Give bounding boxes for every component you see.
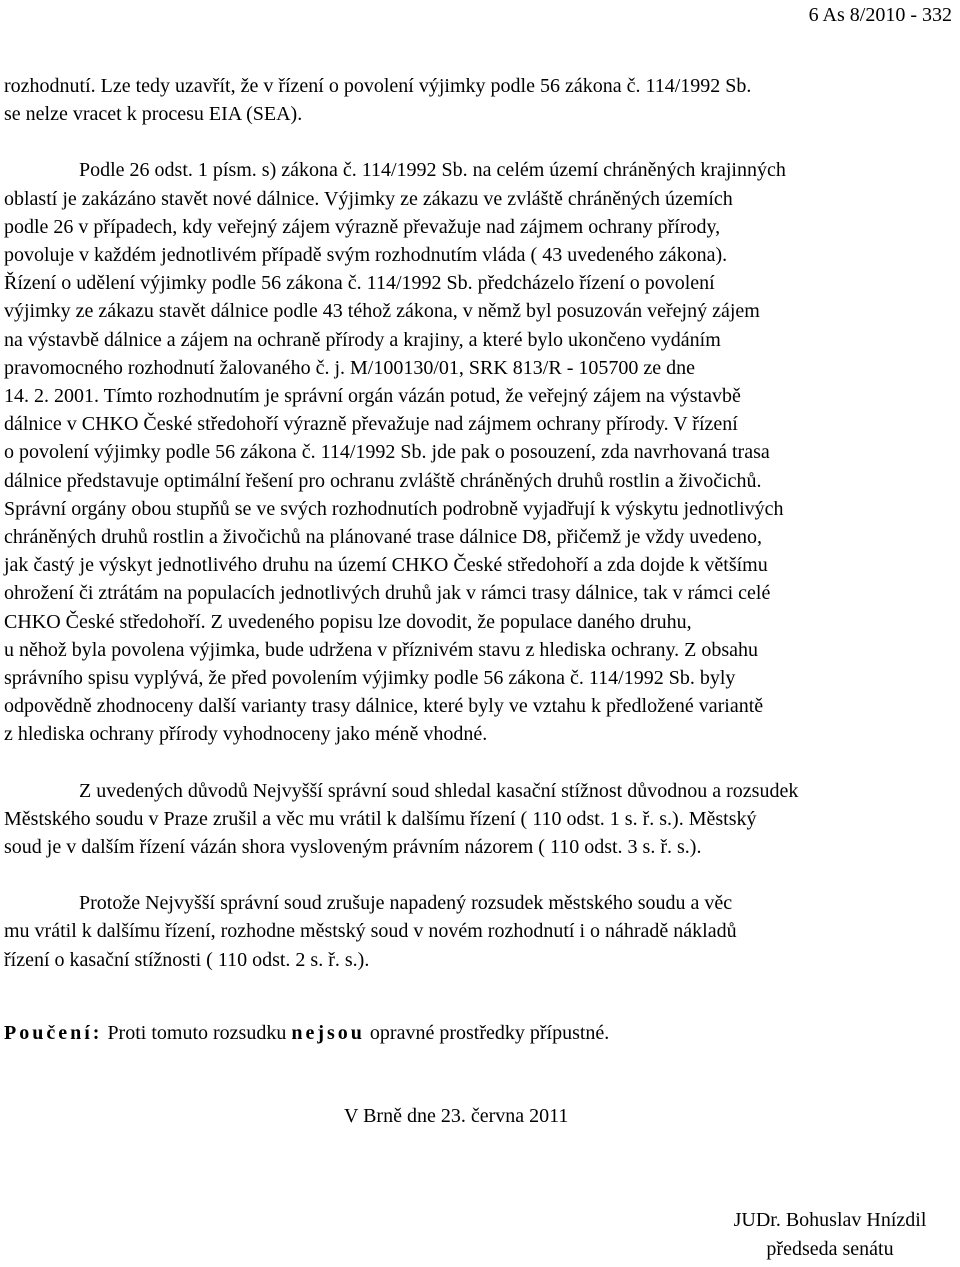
signatory-role: předseda senátu (766, 1238, 894, 1260)
signatory-name: JUDr. Bohuslav Hnízdil (733, 1209, 927, 1231)
instruction-emphasis: nejsou (291, 1021, 365, 1044)
paragraph-court-decision: Z uvedených důvodů Nejvyšší správní soud shledal kasační stížnost důvodnou a rozsudek Městského soudu v Praze zrušil a věc mu vrátil k dalšímu řízení ( 110 odst. 1 s. ř. s.). Městský soud je v dalším řízení vázán shora vysloveným právním názorem ( 110 odst. 3 s. ř. s.). (4, 779, 799, 859)
paragraph-costs: Protože Nejvyšší správní soud zrušuje napadený rozsudek městského soudu a věc mu vrátil k dalšímu řízení, rozhodne městský soud v novém rozhodnutí i o náhradě nákladů řízení o kasační stížnosti ( 110 odst. 2 s. ř. s.). (4, 892, 737, 971)
paragraph-legal-analysis: Podle 26 odst. 1 písm. s) zákona č. 114/1992 Sb. na celém území chráněných krajinných oblastí je zakázáno stavět nové dálnice. Výjimky ze zákazu ve zvláště chráněných územích podle 26 v případech, kdy veřejný zájem výrazně převažuje nad zájmem ochrany přírody, povoluje v každém jednotlivém případě svým rozhodnutím vláda ( 43 uvedeného zákona). Řízení o udělení výjimky podle 56 zákona č. 114/1992 Sb. předcházelo řízení o povolení výjimky ze zákazu stavět dálnice podle 43 téhož zákona, v němž byl posuzován veřejný zájem na výstavbě dálnice a zájem na ochraně přírody a krajiny, a které bylo ukončeno vydáním pravomocného rozhodnutí žalovaného č. j. M/100130/01, SRK 813/R - 105700 ze dne 14. 2. 2001. Tímto rozhodnutím je správní orgán vázán potud, že veřejný zájem na výstavbě dálnice v CHKO České středohoří výrazně převažuje nad zájmem ochrany přírody. V řízení o povolení výjimky podle 56 zákona č. 114/1992 Sb. jde pak o posouzení, zda navrhovaná trasa dálnice představuje optimální řešení pro ochranu zvláště chráněných druhů rostlin a živočichů. Správní orgány obou stupňů se ve svých rozhodnutích podrobně vyjadřují k výskytu jednotlivých chráněných druhů rostlin a živočichů na plánované trase dálnice D8, přičemž je vždy uvedeno, jak častý je výskyt jednotlivého druhu na území CHKO České středohoří a zda dojde k většímu ohrožení či ztrátám na populacích jednotlivých druhů jak v rámci trasy dálnice, tak v rámci celé CHKO České středohoří. Z uvedeného popisu lze dovodit, že populace daného druhu, u něhož byla povolena výjimka, bude udržena v příznivém stavu z hlediska ochrany. Z obsahu správního spisu vyplývá, že před povolením výjimky podle 56 zákona č. 114/1992 Sb. byly odpovědně zhodnoceny další varianty trasy dálnice, které byly ve vztahu k předložené variantě z hlediska ochrany přírody vyhodnoceny jako méně vhodné. (4, 159, 786, 746)
signature-block (710, 1206, 950, 1264)
instruction-text-before: Proti tomuto rozsudku (107, 1021, 287, 1044)
legal-instruction (4, 1019, 956, 1047)
date-line: V Brně dne 23. června 2011 (344, 1104, 569, 1127)
instruction-label: Poučení: (4, 1021, 103, 1044)
document-body (4, 72, 956, 1130)
case-reference: 6 As 8/2010 - 332 (808, 4, 952, 26)
paragraph-conclusion-eia: rozhodnutí. Lze tedy uzavřít, že v řízení o povolení výjimky podle 56 zákona č. 114/1992 Sb. se nelze vracet k procesu EIA (SEA). (4, 75, 752, 126)
instruction-text-after: opravné prostředky přípustné. (369, 1021, 610, 1044)
